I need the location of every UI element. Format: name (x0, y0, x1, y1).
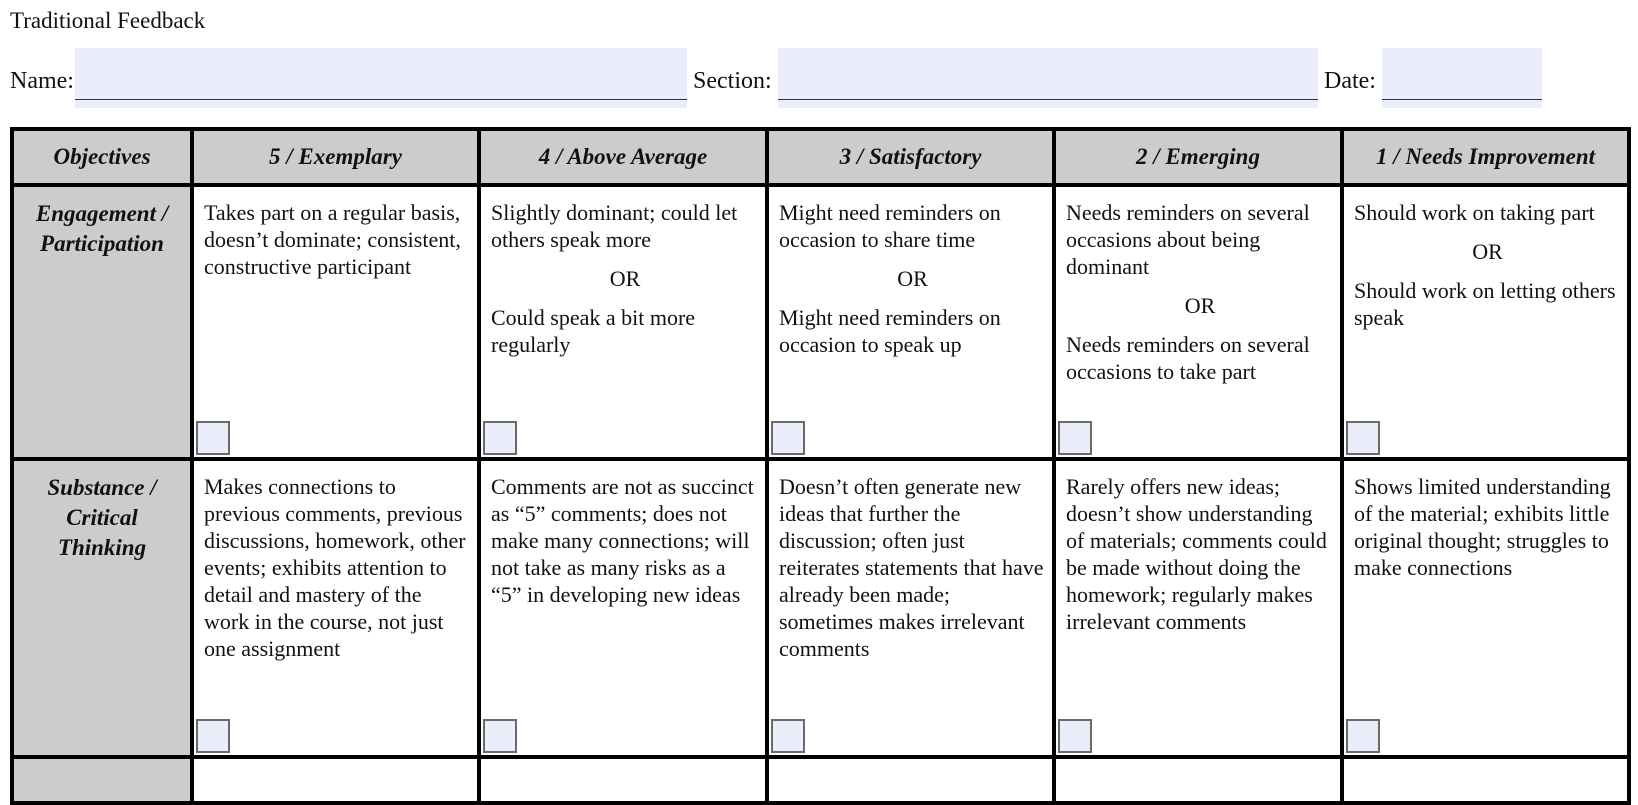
objective-line: Participation (40, 231, 164, 256)
cell-text: Needs reminders on several occasions about being dominant (1066, 200, 1310, 279)
cell-text: Should work on taking part (1354, 200, 1595, 225)
cell-substance-1 (1342, 459, 1629, 757)
header-form (10, 48, 1630, 108)
cell-text: Doesn’t often generate new ideas that further the discussion; often just reiterates statements that have already been made; sometimes makes irrelevant comments (779, 474, 1044, 661)
cell-partial (479, 757, 767, 803)
cell-engagement-5 (192, 185, 479, 459)
row-engagement (12, 185, 1629, 459)
checkbox-substance-5[interactable] (196, 719, 230, 753)
cell-substance-3 (767, 459, 1054, 757)
cell-text: Slightly dominant; could let others speak more (491, 200, 738, 252)
checkbox-engagement-4[interactable] (483, 421, 517, 455)
date-underline (1382, 99, 1542, 100)
cell-text: Rarely offers new ideas; doesn’t show understanding of materials; comments could be made without doing the homework; regularly makes irrelevant comments (1066, 474, 1327, 634)
header-objectives: Objectives (12, 129, 192, 185)
header-needs-improvement: 1 / Needs Improvement (1342, 129, 1629, 185)
cell-substance-2 (1054, 459, 1342, 757)
cell-text: Might need reminders on occasion to share time (779, 200, 1001, 252)
checkbox-engagement-3[interactable] (771, 421, 805, 455)
objective-line: Critical (66, 505, 138, 530)
cell-text: Takes part on a regular basis, doesn’t dominate; consistent, constructive participant (204, 200, 461, 279)
checkbox-substance-1[interactable] (1346, 719, 1380, 753)
cell-partial (1054, 757, 1342, 803)
cell-text: Makes connections to previous comments, previous discussions, homework, other events; exhibits attention to detail and mastery of the work in the course, not just one assignment (204, 474, 466, 661)
cell-engagement-3 (767, 185, 1054, 459)
cell-engagement-1 (1342, 185, 1629, 459)
checkbox-substance-4[interactable] (483, 719, 517, 753)
row-substance (12, 459, 1629, 757)
objective-engagement (12, 185, 192, 459)
cell-text: Might need reminders on occasion to speak up (779, 305, 1001, 357)
header-exemplary: 5 / Exemplary (192, 129, 479, 185)
row-partial (12, 757, 1629, 803)
objective-line: Thinking (57, 535, 147, 560)
cell-partial (192, 757, 479, 803)
checkbox-substance-3[interactable] (771, 719, 805, 753)
cell-text: Could speak a bit more regularly (491, 305, 696, 357)
objective-partial (12, 757, 192, 803)
checkbox-engagement-5[interactable] (196, 421, 230, 455)
objective-substance (12, 459, 192, 757)
cell-text: Should work on letting others speak (1354, 278, 1616, 330)
cell-text: Shows limited understanding of the material; exhibits little original thought; struggles to make connections (1354, 474, 1611, 580)
header-emerging: 2 / Emerging (1054, 129, 1342, 185)
rubric-table (10, 127, 1631, 805)
header-above-average: 4 / Above Average (479, 129, 767, 185)
section-underline (778, 99, 1318, 100)
name-underline (75, 99, 687, 100)
checkbox-engagement-1[interactable] (1346, 421, 1380, 455)
objective-line: Substance / (47, 475, 157, 500)
section-label: Section: (693, 68, 772, 94)
or-text: OR (1472, 239, 1503, 264)
checkbox-substance-2[interactable] (1058, 719, 1092, 753)
cell-partial (767, 757, 1054, 803)
or-text: OR (897, 266, 928, 291)
cell-partial (1342, 757, 1629, 803)
cell-engagement-2 (1054, 185, 1342, 459)
date-label: Date: (1324, 68, 1376, 94)
name-label: Name: (10, 68, 74, 94)
header-row (12, 129, 1629, 185)
checkbox-engagement-2[interactable] (1058, 421, 1092, 455)
or-text: OR (1184, 293, 1216, 318)
cell-text: Comments are not as succinct as “5” comments; does not make many connections; will not take as many risks as a “5” in developing new ideas (491, 474, 754, 607)
cell-engagement-4 (479, 185, 767, 459)
cell-substance-5 (192, 459, 479, 757)
doc-title: Traditional Feedback (10, 8, 206, 33)
objective-line: Engagement / (35, 201, 169, 226)
or-text: OR (609, 266, 641, 291)
cell-text: Needs reminders on several occasions to take part (1066, 332, 1310, 384)
cell-substance-4 (479, 459, 767, 757)
header-satisfactory: 3 / Satisfactory (767, 129, 1054, 185)
